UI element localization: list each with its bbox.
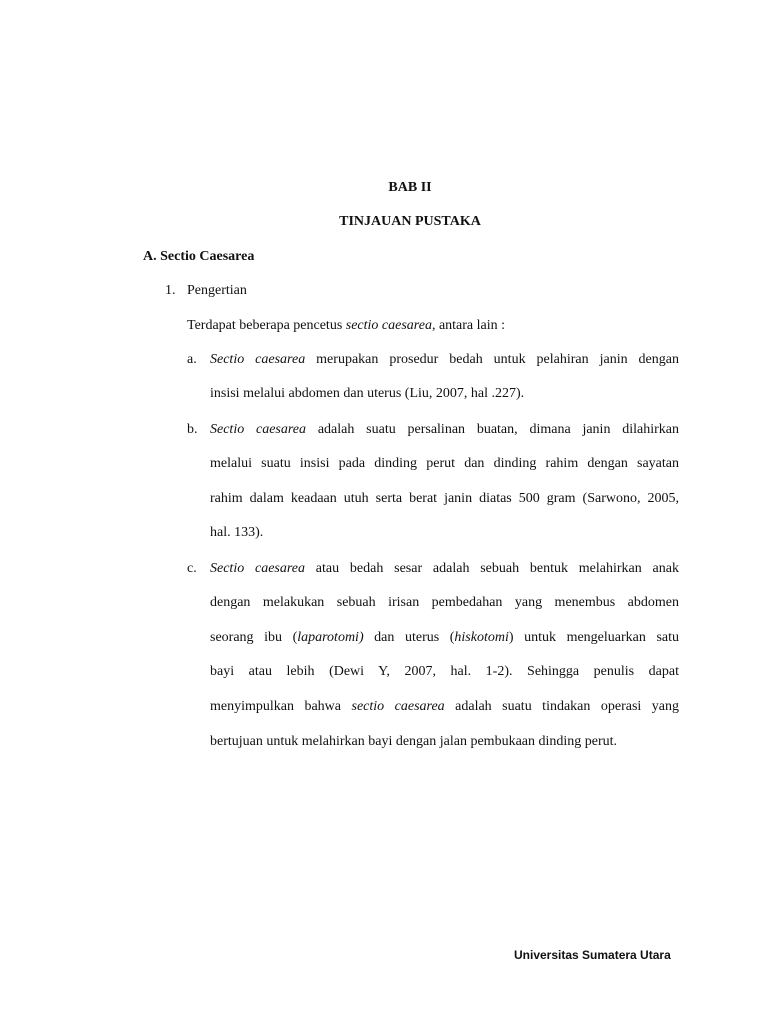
item-c-text-3c: ) untuk mengeluarkan satu (508, 630, 679, 645)
item-c-term: Sectio caesarea (210, 561, 306, 576)
item-c-line-6: bertujuan untuk melahirkan bayi dengan jalan pembukaan dinding perut. (210, 734, 618, 749)
item-c-text-5b: adalah suatu tindakan operasi yang (444, 699, 679, 714)
item-a-text: merupakan prosedur bedah untuk pelahiran janin dengan (305, 352, 679, 367)
item-b-line-4: hal. 133). (210, 525, 264, 540)
item-b-term: Sectio caesarea (210, 422, 307, 437)
item-c-term-hiskotomi: hiskotomi (454, 630, 509, 645)
item-c-line-1 (210, 561, 679, 579)
item-c-text-3a: seorang ibu ( (210, 630, 298, 645)
item-c-text-3b: dan uterus ( (363, 630, 455, 645)
item-c-term-laparotomi: laparotomi) (297, 630, 364, 645)
footer-university: Universitas Sumatera Utara (514, 948, 671, 962)
item-a-line-2: insisi melalui abdomen dan uterus (Liu, 2007, hal .227). (210, 386, 525, 401)
item-c-term-5: sectio caesarea (351, 699, 445, 714)
item-c-line-2: dengan melakukan sebuah irisan pembedahan yang menembus abdomen (210, 595, 679, 610)
item-c-text-5a: menyimpulkan bahwa (210, 699, 352, 714)
item-b-text: adalah suatu persalinan buatan, dimana janin dilahirkan (306, 422, 679, 437)
item-c-text: atau bedah sesar adalah sebuah bentuk melahirkan anak (305, 561, 679, 576)
intro-text: Terdapat beberapa pencetus (187, 318, 346, 333)
item-c-line-3 (210, 630, 679, 648)
item-a-line-1 (210, 352, 679, 370)
section-heading: A. Sectio Caesarea (143, 249, 255, 264)
chapter-title: TINJAUAN PUSTAKA (339, 214, 481, 229)
intro-term: sectio caesarea (345, 318, 432, 333)
list-marker-c: c. (187, 561, 197, 576)
intro-text-end: , antara lain : (431, 318, 506, 333)
list-marker-b: b. (187, 422, 198, 437)
item-c-line-5 (210, 699, 679, 717)
subsection-number: 1. (165, 283, 176, 298)
chapter-heading: BAB II (388, 180, 432, 195)
item-b-line-2: melalui suatu insisi pada dinding perut dan dinding rahim dengan sayatan (210, 456, 679, 471)
item-a-term: Sectio caesarea (210, 352, 306, 367)
subsection-title: Pengertian (187, 283, 247, 298)
intro-paragraph (187, 318, 505, 334)
item-c-line-4: bayi atau lebih (Dewi Y, 2007, hal. 1-2). Sehingga penulis dapat (210, 664, 679, 679)
list-marker-a: a. (187, 352, 197, 367)
item-b-line-1 (210, 422, 679, 440)
item-b-line-3: rahim dalam keadaan utuh serta berat janin diatas 500 gram (Sarwono, 2005, (210, 491, 679, 506)
